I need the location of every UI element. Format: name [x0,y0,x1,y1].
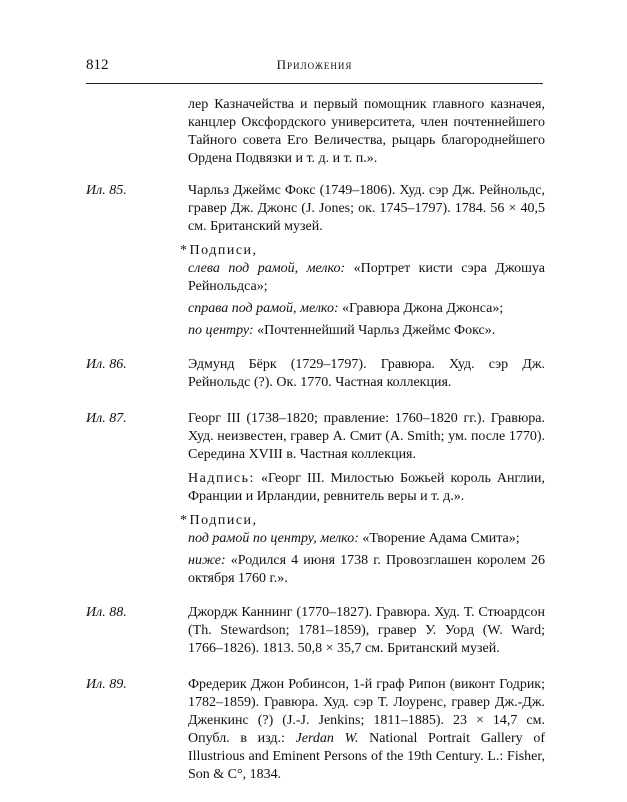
illustration-label: Ил. 88. [86,605,127,620]
inscription-text: «Георг III. Милостью Божьей король Англии, Франции и Ирландии, ревнитель веры и т. д.». [188,471,545,504]
caption-line [188,300,545,318]
illustration-label: Ил. 89. [86,677,127,692]
entry-body [180,182,545,344]
description-part: National Portrait Gallery of Illustrious and Eminent Persons of the 19th Century. L.: Fisher, Son & C°, 1834. [188,731,545,782]
illustration-entry-87 [86,410,545,592]
illustration-entry-88 [86,604,545,664]
description-part: Фредерик Джон Робинсон, 1-й граф Рипон (виконт Годрик; 1782–1859). Гравюра. Худ. сэр Т. Лоуренс, гравер Дж.-Дж. Дженкинс (?) (J.-J. Jenkins; 1811–1885). 23 × 14,7 см. Опубл. в изд.: [188,677,545,746]
caption-text: «Гравюра Джона Джонса»; [338,301,504,316]
page-header [86,57,543,84]
caption-location: ниже: [188,553,226,568]
caption-text: «Родился 4 июня 1738 г. Провозглашен королем 26 октября 1760 г.». [188,553,545,586]
illustration-label: Ил. 86. [86,357,127,372]
page-content [86,96,545,802]
illustration-entry-85 [86,182,545,344]
intro-paragraph: лер Казначейства и первый помощник главного казначея, канцлер Оксфордского университета, член почтеннейшего Тайного совета Его Величества, рыцарь благороднейшего Ордена Подвязки и т. д. и т. п.». [188,97,545,166]
caption-text: «Творение Адама Смита»; [358,531,520,546]
caption-line [188,260,545,296]
illustration-entry-89 [86,676,545,790]
footnote-asterisk: * [180,243,189,258]
footnote-asterisk: * [180,513,189,528]
entry-body [188,676,545,790]
entry-description: Георг III (1738–1820; правление: 1760–1820 гг.). Гравюра. Худ. неизвестен, гравер А. Смит (A. Smith; ум. после 1770). Середина XVIII в. Частная коллекция. [188,411,545,462]
entry-body [188,356,545,398]
caption-text: «Почтеннейший Чарльз Джеймс Фокс». [253,323,496,338]
illustration-entry-86 [86,356,545,398]
entry-body [188,604,545,664]
caption-text: «Портрет кисти сэра Джошуа Рейнольдса»; [188,261,545,294]
entry-description [188,676,545,784]
caption-location: слева под рамой, мелко: [188,261,346,276]
entry-description: Эдмунд Бёрк (1729–1797). Гравюра. Худ. сэр Дж. Рейнольдс (?). Ок. 1770. Частная коллекция. [188,357,545,390]
caption-location: справа под рамой, мелко: [188,301,339,316]
caption-location: под рамой по центру, мелко: [188,531,359,546]
caption-line [188,322,545,340]
entry-description: Чарльз Джеймс Фокс (1749–1806). Худ. сэр Дж. Рейнольдс, гравер Дж. Джонс (J. Jones; ок. 1745–1797). 1784. 56 × 40,5 см. Британский музей. [188,183,545,234]
inscription [188,470,545,506]
illustration-label: Ил. 87. [86,411,127,426]
caption-line [188,530,545,548]
captions-heading [180,512,545,530]
page-number: 812 [86,57,109,73]
captions-heading-text: Подписи, [189,243,258,258]
illustration-label: Ил. 85. [86,183,127,198]
entry-body [180,410,545,592]
running-head: Приложения [276,57,353,72]
captions-heading [180,242,545,260]
caption-line [188,552,545,588]
author-italic: Jerdan W. [295,731,359,746]
captions-heading-text: Подписи, [189,513,258,528]
inscription-title: Надпись: [188,471,255,486]
caption-location: по центру: [188,323,254,338]
entry-description: Джордж Каннинг (1770–1827). Гравюра. Худ. Т. Стюардсон (Th. Stewardson; 1781–1859), гравер У. Уорд (W. Ward; 1766–1826). 1813. 50,8 × 35,7 см. Британский музей. [188,605,545,656]
